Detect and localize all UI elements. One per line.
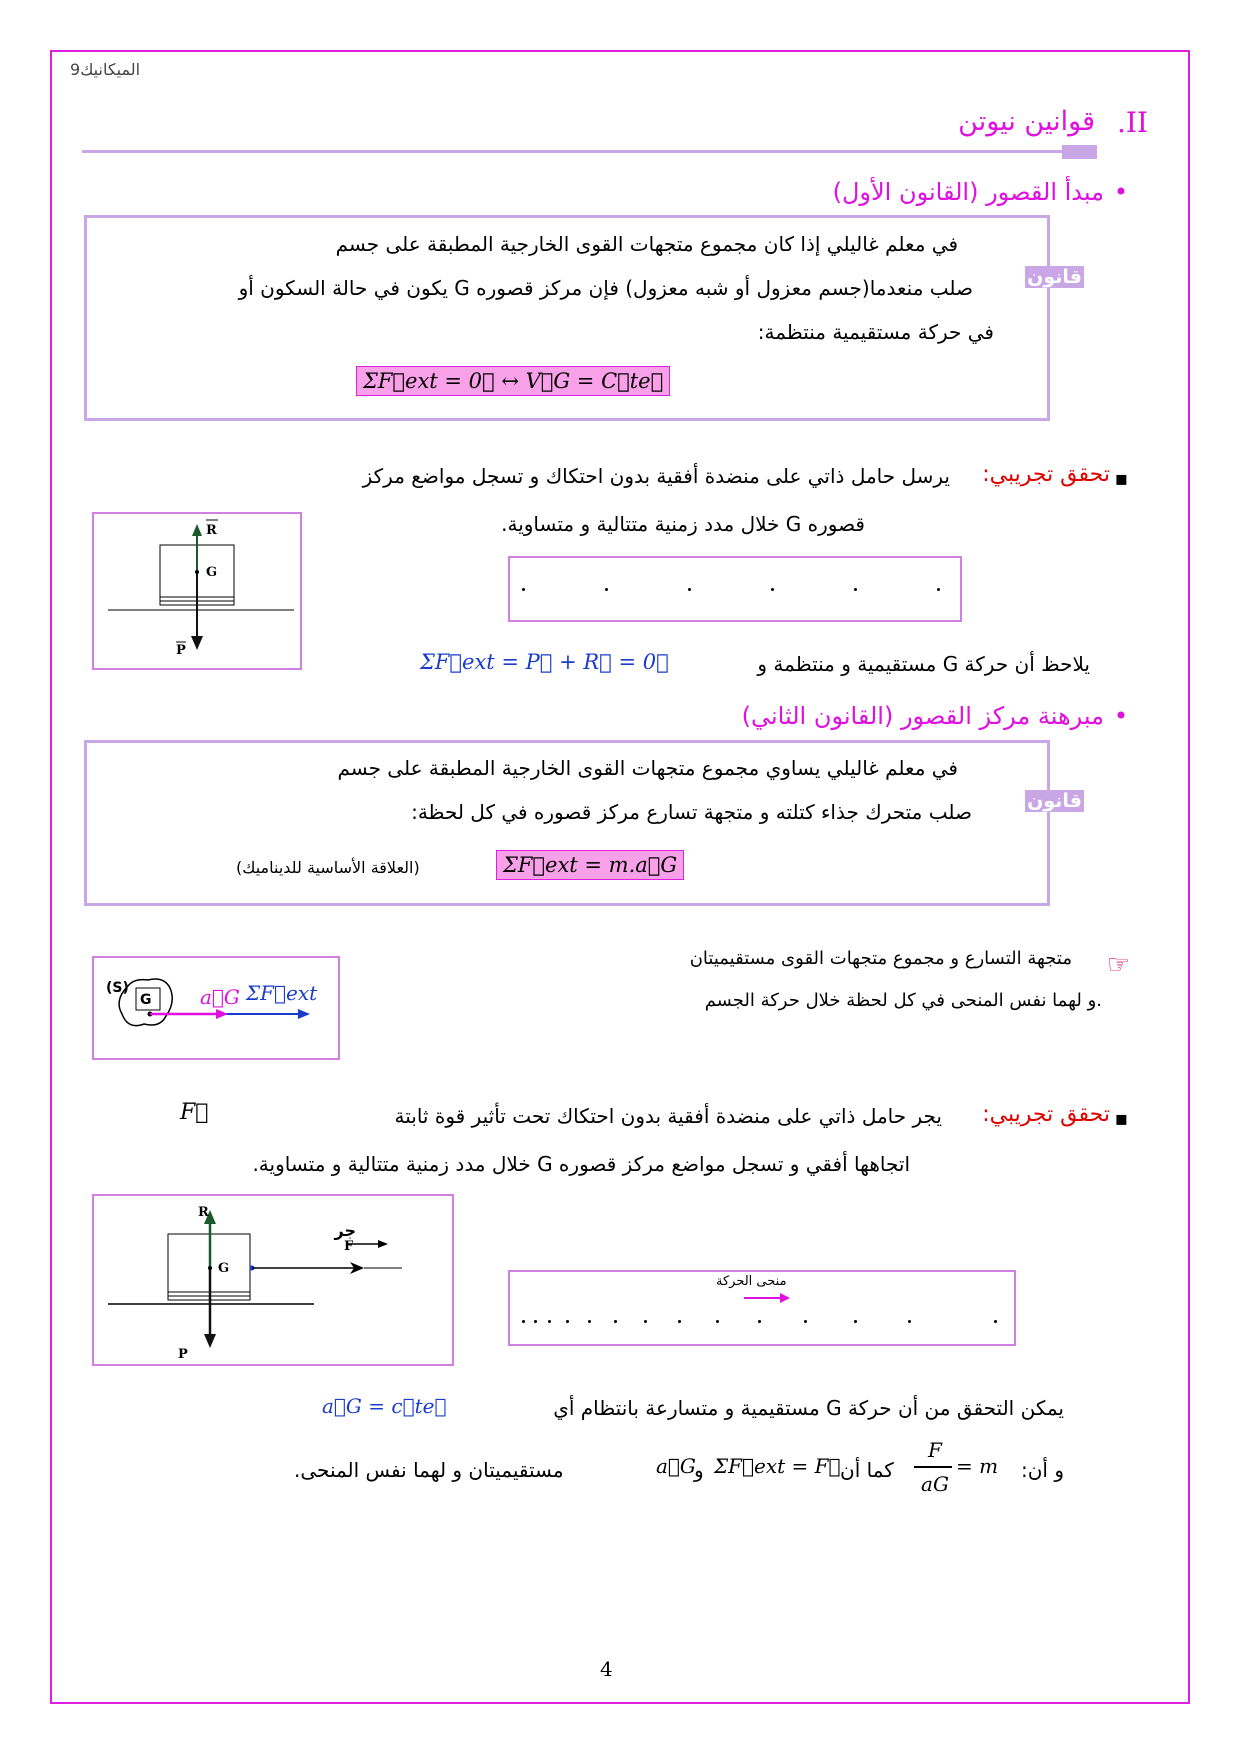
fig1-label-r: R — [206, 523, 217, 538]
figure-cart-at-rest — [92, 512, 302, 670]
bullet-icon: • — [1113, 178, 1128, 206]
verification1-observation: يلاحظ أن حركة G مستقيمية و منتظمة و — [757, 652, 1090, 676]
fig3-label-p: P — [178, 1347, 188, 1362]
position-dot — [771, 588, 774, 591]
second-law-formula: ΣF⃗ext = m.a⃗G — [496, 850, 684, 880]
verification1-formula: ΣF⃗ext = P⃗ + R⃗ = 0⃗ — [420, 650, 669, 674]
position-dot — [605, 588, 608, 591]
first-law-tag: قانون — [1027, 266, 1082, 288]
fig1-label-p: P — [176, 643, 186, 658]
note-line1: متجهة التسارع و مجموع متجهات القوى مستقيميتان — [689, 948, 1072, 969]
position-dot — [994, 1320, 997, 1323]
verification2-force: F⃗ — [180, 1100, 209, 1125]
first-law-formula: ΣF⃗ext = 0⃗ ↔ V⃗G = C⃗te⃗ — [356, 366, 670, 396]
ratio-rhs: = m — [956, 1454, 999, 1478]
body-vectors-diagram — [94, 958, 338, 1058]
conclusion-ag: a⃗G — [656, 1454, 696, 1478]
position-dot — [937, 588, 940, 591]
trajectory-label: منحى الحركة — [716, 1274, 787, 1289]
fig2-label-g: G — [140, 992, 152, 1008]
conclusion-start: و أن: — [1021, 1458, 1064, 1482]
second-law-line2: صلب متحرك جذاء كتلته و متجهة تسارع مركز قصوره في كل لحظة: — [411, 800, 972, 824]
sum-formula: ΣF⃗ext = F⃗ — [714, 1454, 841, 1478]
ratio-numerator: F — [928, 1438, 942, 1462]
verification1-line1: يرسل حامل ذاتي على منضدة أفقية بدون احتكاك و تسجل مواضع مركز — [362, 464, 950, 488]
uniform-motion-dots — [508, 556, 962, 622]
title-underline — [82, 150, 1097, 153]
conclusion-as: كما أن — [840, 1458, 894, 1482]
first-law-line1: في معلم غاليلي إذا كان مجموع متجهات القوى الخارجية المطبقة على جسم — [335, 232, 958, 256]
fig2-label-a: a⃗G — [200, 985, 240, 1009]
figure-pulled-cart — [92, 1194, 454, 1366]
header-label: 9الميكانيك — [70, 60, 141, 79]
verification2-label: تحقق تجريبي: — [982, 1102, 1110, 1127]
fig2-label-s: (S) — [106, 980, 129, 996]
fig3-label-r: R — [198, 1205, 209, 1220]
conclusion-and: و — [694, 1458, 704, 1482]
position-dot — [688, 588, 691, 591]
second-law-formula-note: (العلاقة الأساسية للديناميك) — [236, 858, 420, 877]
section-number: .II — [1116, 106, 1148, 139]
bullet-square-icon: ▪ — [1114, 1106, 1128, 1130]
fig3-label-f: F — [344, 1239, 354, 1254]
trajectory-arrow — [742, 1292, 792, 1304]
position-dot — [716, 1320, 719, 1323]
page-number: 4 — [600, 1657, 613, 1681]
fig3-label-pull: جر — [334, 1221, 356, 1240]
position-dot — [854, 588, 857, 591]
cart-diagram — [94, 514, 300, 668]
position-dot — [908, 1320, 911, 1323]
bullet-icon: • — [1113, 702, 1128, 730]
note-line2: و لهما نفس المنحى في كل لحظة خلال حركة الجسم. — [704, 990, 1102, 1011]
title-underline-block — [1062, 145, 1097, 159]
position-dot — [534, 1320, 537, 1323]
pointing-hand-icon: ☞ — [1106, 950, 1130, 980]
position-dot — [588, 1320, 591, 1323]
second-law-tag: قانون — [1027, 790, 1082, 812]
fraction-bar — [914, 1466, 952, 1468]
conclusion-end: مستقيميتان و لهما نفس المنحى. — [294, 1458, 564, 1482]
verification2-line2: اتجاهها أفقي و تسجل مواضع مركز قصوره G خلال مدد زمنية متتالية و متساوية. — [252, 1152, 910, 1176]
position-dot — [522, 588, 525, 591]
accelerated-motion-dots — [508, 1270, 1016, 1346]
bullet-square-icon: ▪ — [1114, 466, 1128, 490]
verification1-label: تحقق تجريبي: — [982, 462, 1110, 487]
fig1-label-g: G — [206, 565, 218, 580]
section-title: قوانين نيوتن — [958, 106, 1095, 137]
second-law-heading: مبرهنة مركز القصور (القانون الثاني) — [741, 702, 1104, 730]
position-dot — [566, 1320, 569, 1323]
verification1-line2: قصوره G خلال مدد زمنية متتالية و متساوية. — [501, 512, 865, 536]
ratio-denominator: aG — [921, 1472, 949, 1496]
position-dot — [644, 1320, 647, 1323]
position-dot — [678, 1320, 681, 1323]
conclusion-formula: a⃗G = c⃗te⃗ — [322, 1394, 447, 1418]
pulled-cart-diagram — [94, 1196, 452, 1364]
position-dot — [522, 1320, 525, 1323]
verification2-line1: يجر حامل ذاتي على منضدة أفقية بدون احتكاك تحت تأثير قوة ثابتة — [394, 1104, 942, 1128]
first-law-line2: صلب منعدما(جسم معزول أو شبه معزول) فإن مركز قصوره G يكون في حالة السكون أو — [238, 276, 973, 300]
conclusion-line1: يمكن التحقق من أن حركة G مستقيمية و متسارعة بانتظام أي — [553, 1396, 1064, 1420]
first-law-heading: مبدأ القصور (القانون الأول) — [832, 178, 1104, 206]
fig3-label-g: G — [218, 1261, 230, 1276]
first-law-line3: في حركة مستقيمية منتظمة: — [757, 320, 994, 344]
second-law-line1: في معلم غاليلي يساوي مجموع متجهات القوى الخارجية المطبقة على جسم — [337, 756, 958, 780]
figure-body-vectors — [92, 956, 340, 1060]
fig2-label-f: ΣF⃗ext — [246, 981, 318, 1005]
position-dot — [758, 1320, 761, 1323]
position-dot — [614, 1320, 617, 1323]
position-dot — [548, 1320, 551, 1323]
position-dot — [854, 1320, 857, 1323]
position-dot — [804, 1320, 807, 1323]
